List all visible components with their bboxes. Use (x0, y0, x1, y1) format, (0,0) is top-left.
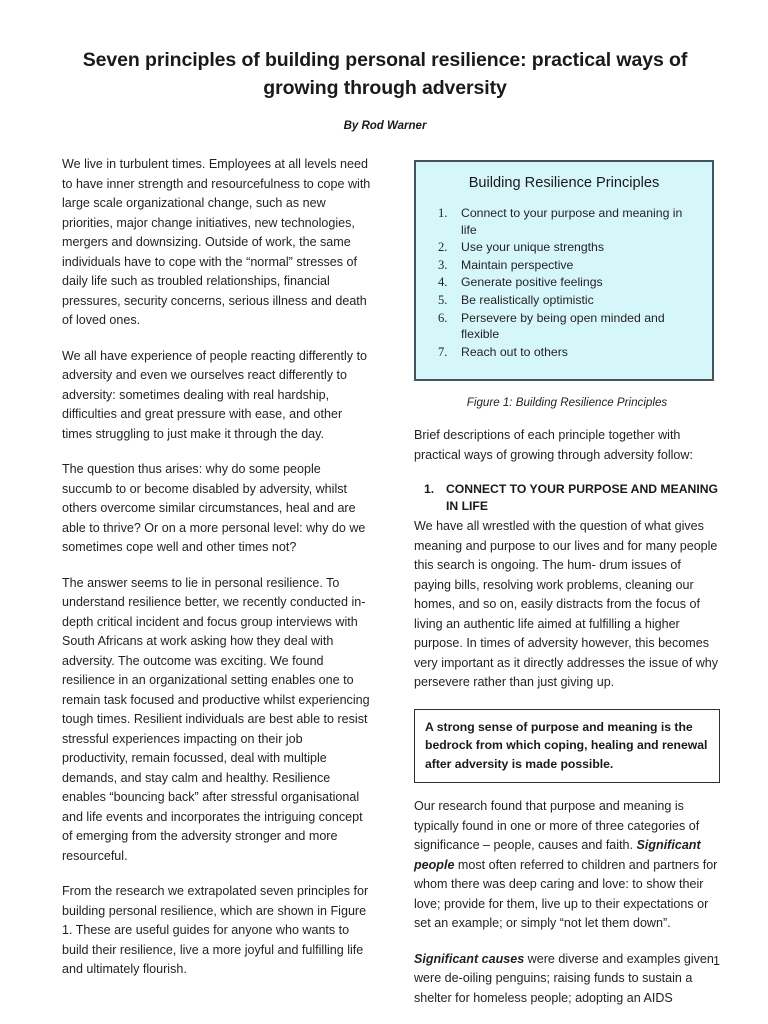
body-paragraph: The question thus arises: why do some people succumb to or become disabled by adversity, whilst others overcome similar circumstances, heal and are able to thrive? Or on a more personal level: why do we sometimes cope well and other times not? (62, 462, 366, 554)
list-item: Reach out to others (461, 344, 568, 359)
page-number: 1 (713, 954, 720, 968)
body-paragraph: We live in turbulent times. Employees at all levels need to have inner strength and resourcefulness to cope with large scale organizational change, such as new priorities, major change initiatives, new technologies, mergers and downsizing. Outside of work, the same individuals have to cope with the “normal” stresses of daily life such as troubled relationships, financial pressures, security concerns, serious illness and death of loved ones. (62, 157, 371, 327)
list-item: Persevere by being open minded and flexible (461, 310, 665, 342)
research-text-part1: Our research found that purpose and meaning is typically found in one or more of three categories of significance – people, causes and faith. (414, 799, 700, 853)
list-item: Use your unique strengths (461, 240, 604, 255)
section-heading (414, 481, 720, 514)
causes-emphasis: Significant causes (414, 951, 525, 966)
callout-box: A strong sense of purpose and meaning is the bedrock from which coping, healing and renewal after adversity is made possible. (414, 709, 720, 784)
right-column (414, 155, 720, 1008)
figure-box-title: Building Resilience Principles (468, 175, 660, 191)
building-resilience-principles-box (414, 160, 714, 381)
section-body: We have all wrestled with the question of what gives meaning and purpose to our lives and for many people this search is ongoing. The hum- drum issues of paying bills, resolving work problems, cleaning our homes, and so on, easily distracts from the focus of living an authentic life aimed at fulfilling a higher purpose. In times of adversity however, this becomes very important as it directly addresses the issue of why persevere rather than just giving up. (414, 519, 719, 689)
left-column (62, 155, 372, 980)
intro-paragraph: Brief descriptions of each principle together with practical ways of growing through adversity follow: (414, 428, 693, 462)
document-title: Seven principles of building personal resilience: practical ways of growing through adversity (82, 49, 688, 99)
section-heading-label: CONNECT TO YOUR PURPOSE AND MEANING IN LIFE (446, 482, 718, 513)
document-byline: By Rod Warner (343, 120, 427, 132)
body-paragraph: The answer seems to lie in personal resilience. To understand resilience better, we recently conducted in-depth critical incident and focus group interviews with South Africans at work asking how they deal with adversity. The outcome was exciting. We found resilience in an organizational setting enables one to remain task focused and productive whilst experiencing tough times. Resilient individuals are best able to resist stressful experiences impacting on their job productivity, remain focussed, deal with multiple demands, and stay calm and healthy. Resilience enables “bouncing back” after stressful organisational and life events and incorporates the intriguing concept of emerging from the adversity stronger and more resourceful. (62, 575, 370, 863)
research-text-part2: most often referred to children and partners for whom there was deep caring and love: to show their love; provide for them, live up to their expectations or set an example; or simply “not let them down”. (414, 857, 718, 931)
causes-paragraph (414, 950, 720, 1009)
body-paragraph: From the research we extrapolated seven principles for building personal resilience, which are shown in Figure 1. These are useful guides for anyone who wants to build their resilience, live a more joyful and fulfilling life and ultimately flourish. (62, 884, 369, 976)
research-paragraph (414, 797, 720, 934)
section-number: 1. (424, 482, 435, 497)
research-emphasis: Significant people (414, 838, 701, 872)
list-item: Be realistically optimistic (461, 292, 594, 307)
figure-caption: Figure 1: Building Resilience Principles (466, 396, 668, 410)
principles-list (426, 205, 702, 360)
list-item: Generate positive feelings (461, 275, 603, 290)
list-item: Connect to your purpose and meaning in life (461, 205, 683, 237)
list-item: Maintain perspective (461, 257, 574, 272)
causes-text-part2: were diverse and examples given were de-oiling penguins; raising funds to sustain a shelter for homeless people; adopting an AIDS (414, 951, 714, 1005)
body-paragraph: We all have experience of people reacting differently to adversity and even we ourselves react differently to adversity: sometimes dealing with real hardship, difficulties and great pressure with ease, and other times struggling to just make it through the day. (62, 348, 368, 441)
